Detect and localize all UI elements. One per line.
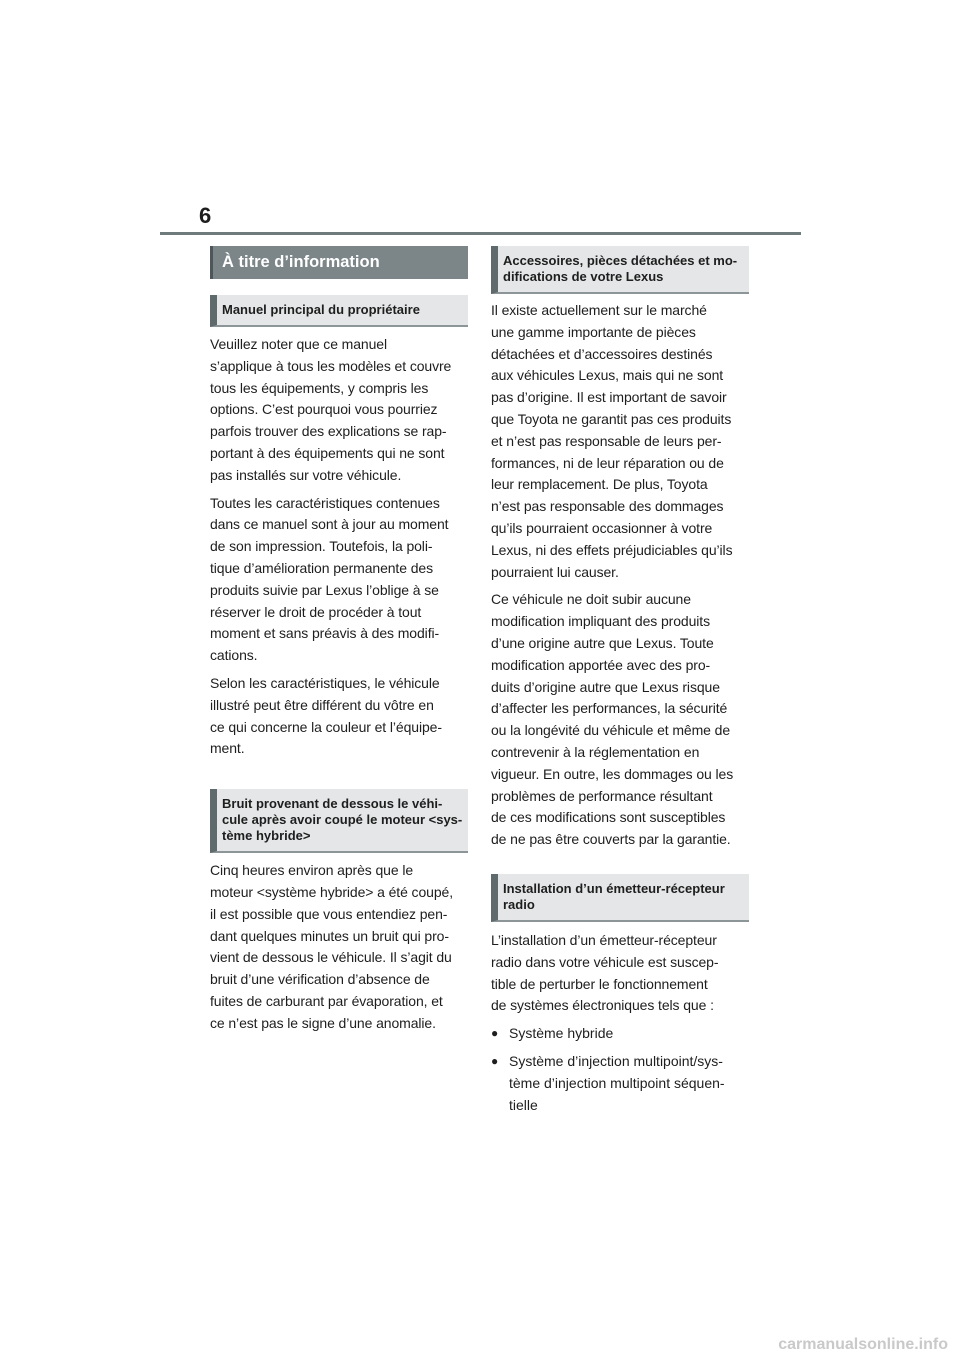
section-heading-text: Manuel principal du propriétaire [222, 302, 420, 317]
section-heading-text: Bruit provenant de dessous le véhi- cule après avoir coupé le moteur <sys- tème hybride> [222, 796, 463, 844]
bullet-item [491, 1023, 749, 1045]
bullet-item [491, 1051, 749, 1116]
section-heading-noise [210, 789, 468, 853]
page-number: 6 [199, 203, 212, 228]
paragraph: Veuillez noter que ce manuel s’applique à tous les modèles et couvre tous les équipements, y compris les options. C’est pourquoi vous pourriez parfois trouver des explications se rap- portant à des équipements qui ne sont pas installés sur votre véhicule. [210, 336, 452, 483]
paragraph: Ce véhicule ne doit subir aucune modification impliquant des produits d’une origine autre que Lexus. Toute modification apportée avec des pro- duits d’origine autre que Lexus risque d’affecter les performances, la sécurité ou la longévité du véhicule et même de contrevenir à la réglementation en vigueur. En outre, les dommages ou les problèmes de performance résultant de ces modifications sont susceptibles de ne pas être couverts par la garantie. [491, 591, 734, 848]
filled-circle-bullet-icon: ● [491, 1053, 499, 1068]
left-column [210, 246, 468, 1035]
bullet-text: Système d’injection multipoint/sys- tème d’injection multipoint séquen- tielle [509, 1052, 725, 1113]
paragraph: Cinq heures environ après que le moteur <système hybride> a été coupé, il est possible que vous entendiez pen- dant quelques minutes un bruit qui pro- vient de dessous le véhicule. Il s’agit du bruit d’une vérification d’absence de fuites de carburant par évaporation, et ce n’est pas le signe d’une anomalie. [210, 862, 453, 1031]
section-heading-owners-manual [210, 295, 468, 327]
section-heading-radio [491, 874, 749, 922]
watermark: carmanualsonline.info [778, 1336, 948, 1353]
paragraph: Toutes les caractéristiques contenues dans ce manuel sont à jour au moment de son impression. Toutefois, la poli- tique d’amélioration permanente des produits suivie par Lexus l’oblige à se réserver le droit de procéder à tout moment et sans préavis à des modifi- cations. [210, 494, 449, 664]
main-heading: À titre d’information [210, 246, 468, 279]
section-heading-text: Accessoires, pièces détachées et mo- difications de votre Lexus [503, 253, 738, 284]
section-heading-text: Installation d’un émetteur-récepteur radio [503, 880, 725, 912]
section-heading-accessories [491, 246, 749, 294]
right-column [491, 246, 749, 1116]
paragraph: Selon les caractéristiques, le véhicule illustré peut être différent du vôtre en ce qui concerne la couleur et l’équipe- ment. [210, 674, 442, 757]
filled-circle-bullet-icon: ● [491, 1026, 499, 1041]
paragraph: L’installation d’un émetteur-récepteur radio dans votre véhicule est suscep- tible de perturber le fonctionnement de systèmes électroniques tels que : [491, 931, 719, 1014]
bullet-text: Système hybride [509, 1025, 614, 1042]
paragraph: Il existe actuellement sur le marché une gamme importante de pièces détachées et d’accessoires destinés aux véhicules Lexus, mais qui ne sont pas d’origine. Il est important de savoir que Toyota ne garantit pas ces produits et n’est pas responsable de leurs per- formances, ni de leur réparation ou de leur remplacement. De plus, Toyota n’est pas responsable des dommages qu’ils pourraient occasionner à votre Lexus, ni des effets préjudiciables qu’ils pourraient lui causer. [491, 302, 733, 580]
top-rule [160, 232, 801, 235]
